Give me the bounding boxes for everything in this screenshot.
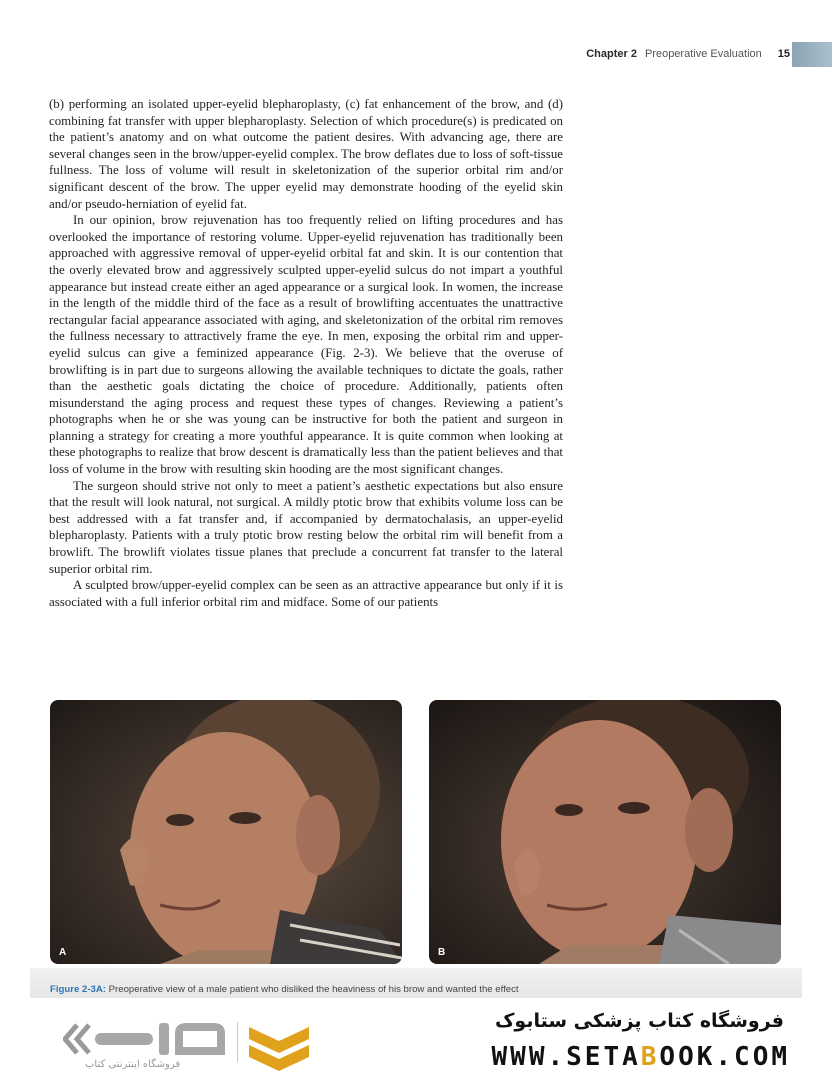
shop-url	[492, 1042, 790, 1072]
page-number: 15	[777, 48, 790, 60]
photo-a-label: A	[59, 947, 67, 958]
section-title: Preoperative Evaluation	[644, 48, 762, 60]
setabook-logo	[63, 1015, 333, 1077]
figure-photo-b	[429, 700, 781, 964]
caption-lead: Figure 2-3A:	[50, 984, 106, 995]
paragraph-1: (b) performing an isolated upper-eyelid blepharoplasty, (c) fat enhancement of the brow, and (d) combining fat transfer with upper blepharoplasty. Selection of which procedure(s) is predicated on the patient’s anatomy and on what outcome the patient desires. With advancing age, there are several changes seen in the brow/upper-eyelid complex. The brow deflates due to loss of soft-tissue fullness. The loss of volume will result in skeletonization of the superior orbital rim and/or significant descent of the brow. The upper eyelid may demonstrate hooding of the eyelid skin and/or pseudo-herniation of eyelid fat.	[49, 97, 563, 211]
header-tab-marker	[792, 42, 832, 67]
footer-divider	[237, 1022, 238, 1062]
url-part-3: OOK.COM	[659, 1042, 790, 1072]
url-part-1: WWW.SETA	[491, 1042, 641, 1072]
url-highlight: B	[640, 1042, 660, 1072]
paragraph-4: A sculpted brow/upper-eyelid complex can be seen as an attractive appearance but only if it is associated with a full inferior orbital rim and midface. Some of our patients	[49, 578, 563, 609]
figure-photo-a	[50, 700, 402, 964]
caption-text: Preoperative view of a male patient who disliked the heaviness of his brow and wanted the effect	[105, 984, 519, 995]
photo-b-label: B	[438, 947, 446, 958]
shop-name: فروشگاه کتاب پزشکی ستابوک	[494, 1010, 784, 1032]
logo-tagline: فروشگاه اینترنتی کتاب	[85, 1059, 181, 1070]
figure-caption	[50, 984, 519, 995]
paragraph-3: The surgeon should strive not only to meet a patient’s aesthetic expectations but also ensure that the result will look natural, not surgical. A mildly ptotic brow that exhibits volume loss can be best addressed with a fat transfer and, if accompanied by dermatochalasis, an upper-eyelid blepharoplasty. Patients with a truly ptotic brow resting below the orbital rim will benefit from a browlift. The browlift violates tissue planes that preclude a concurrent fat transfer to the lateral superior orbital rim.	[49, 478, 563, 576]
body-text	[49, 96, 563, 610]
running-header	[586, 46, 790, 62]
paragraph-2: In our opinion, brow rejuvenation has too frequently relied on lifting procedures and has overlooked the importance of restoring volume. Upper-eyelid rejuvenation has traditionally been approached with aggressive removal of upper-eyelid orbital fat and skin. It is our contention that the overly elevated brow and aggressively sculpted upper-eyelid sulcus do not impart a youthful appearance but instead create either an aged appearance or a surgical look. In women, the increase in the length of the middle third of the face as a result of browlifting accentuates the unattractive rectangular facial appearance associated with aging, and skeletonization of the orbital rim removes the fullness necessary to attractively frame the eye. In men, exposing the orbital rim and upper-eyelid sulcus can give a feminized appearance (Fig. 2-3). We believe that the overuse of browlifting is in part due to surgeons allowing the available techniques to dictate the goals, rather than the aesthetic goals dictating the choice of procedure. Additionally, patients often misunderstand the aging process and request these types of changes. Reviewing a patient’s photographs when he or she was young can be instructive for both the patient and surgeon in planning a strategy for creating a more youthful appearance. It is quite common when looking at these photographs to realize that brow descent is dramatically less than the patient believes and that loss of volume in the brow with resulting skin hooding are the most significant changes.	[49, 213, 563, 477]
chapter-label: Chapter 2	[586, 48, 637, 60]
